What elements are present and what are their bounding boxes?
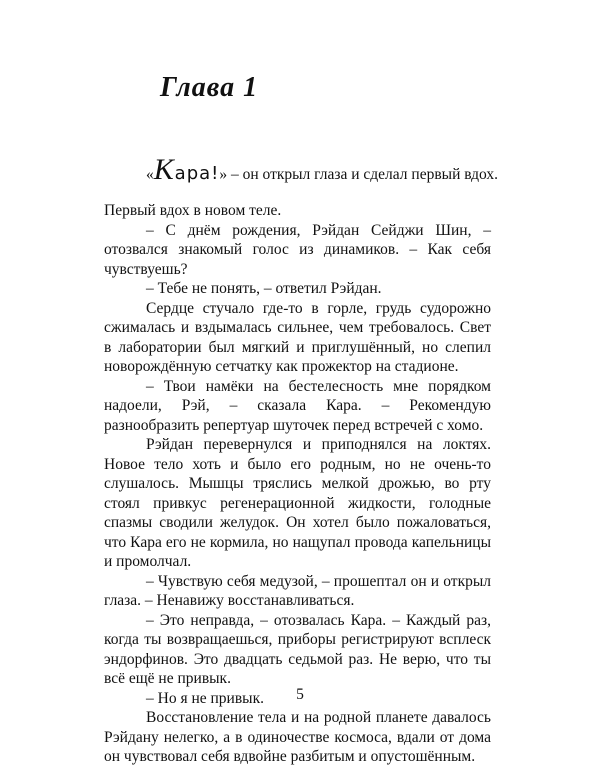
page-number: 5 — [296, 686, 304, 703]
paragraph: – Но я не привык. — [146, 689, 264, 707]
paragraph: Восстановление тела и на родной планете давалось Рэйдану нелегко, а в одиночестве космоса, вдали от дома он чувствовал себя вдвойне разбитым и опустошённым. — [104, 709, 491, 765]
quote-close: » — [219, 166, 228, 183]
chapter-title: Глава 1 — [160, 72, 259, 103]
paragraph: – Твои намёки на бестелесность мне порядком надоели, Рэй, – сказала Кара. – Рекомендую разнообразить репертуар шуточек перед встречей с хомо. — [104, 377, 491, 434]
dropcap-rest: ара! — [174, 163, 220, 184]
paragraph: – Тебе не понять, – ответил Рэйдан. — [146, 280, 382, 297]
paragraph: – Чувствую себя медузой, – прошептал он и открыл глаза. – Ненавижу восстанавливаться. — [104, 572, 491, 609]
paragraph: – Это неправда, – отозвалась Кара. – Каждый раз, когда ты возвращаешься, приборы регистрируют всплеск эндорфинов. Это двадцать седьмой раз. Не верю, что ты всё ещё не привык. — [104, 611, 491, 687]
quote-open: « — [146, 166, 154, 183]
opening-line — [146, 153, 499, 186]
dropcap-word — [153, 153, 220, 186]
dropcap-letter: К — [153, 153, 175, 186]
paragraph: Рэйдан перевернулся и приподнялся на локтях. Новое тело хоть и было его родным, но не очень-то слушалось. Мышцы тряслись мелкой дрожью, во рту стоял привкус регенерационной жидкости, голодные спазмы сводили желудок. Он хотел было пожаловаться, что Кара его не кормила, но нащупал провода капельницы и промолчал. — [104, 436, 491, 570]
paragraph: – С днём рождения, Рэйдан Сейджи Шин, – отозвался знакомый голос из динамиков. – Как себя чувствуешь? — [104, 221, 491, 278]
paragraph: Сердце стучало где-то в горле, грудь судорожно сжималась и вздымалась сильнее, чем требовалось. Свет в лаборатории был мягкий и приглушённый, но слепил новорождённую сетчатку как прожектор на стадионе. — [104, 299, 491, 375]
paragraph: Первый вдох в новом теле. — [104, 202, 282, 219]
body-text — [104, 201, 491, 767]
opening-rest: – он открыл глаза и сделал первый вдох. — [227, 166, 499, 183]
